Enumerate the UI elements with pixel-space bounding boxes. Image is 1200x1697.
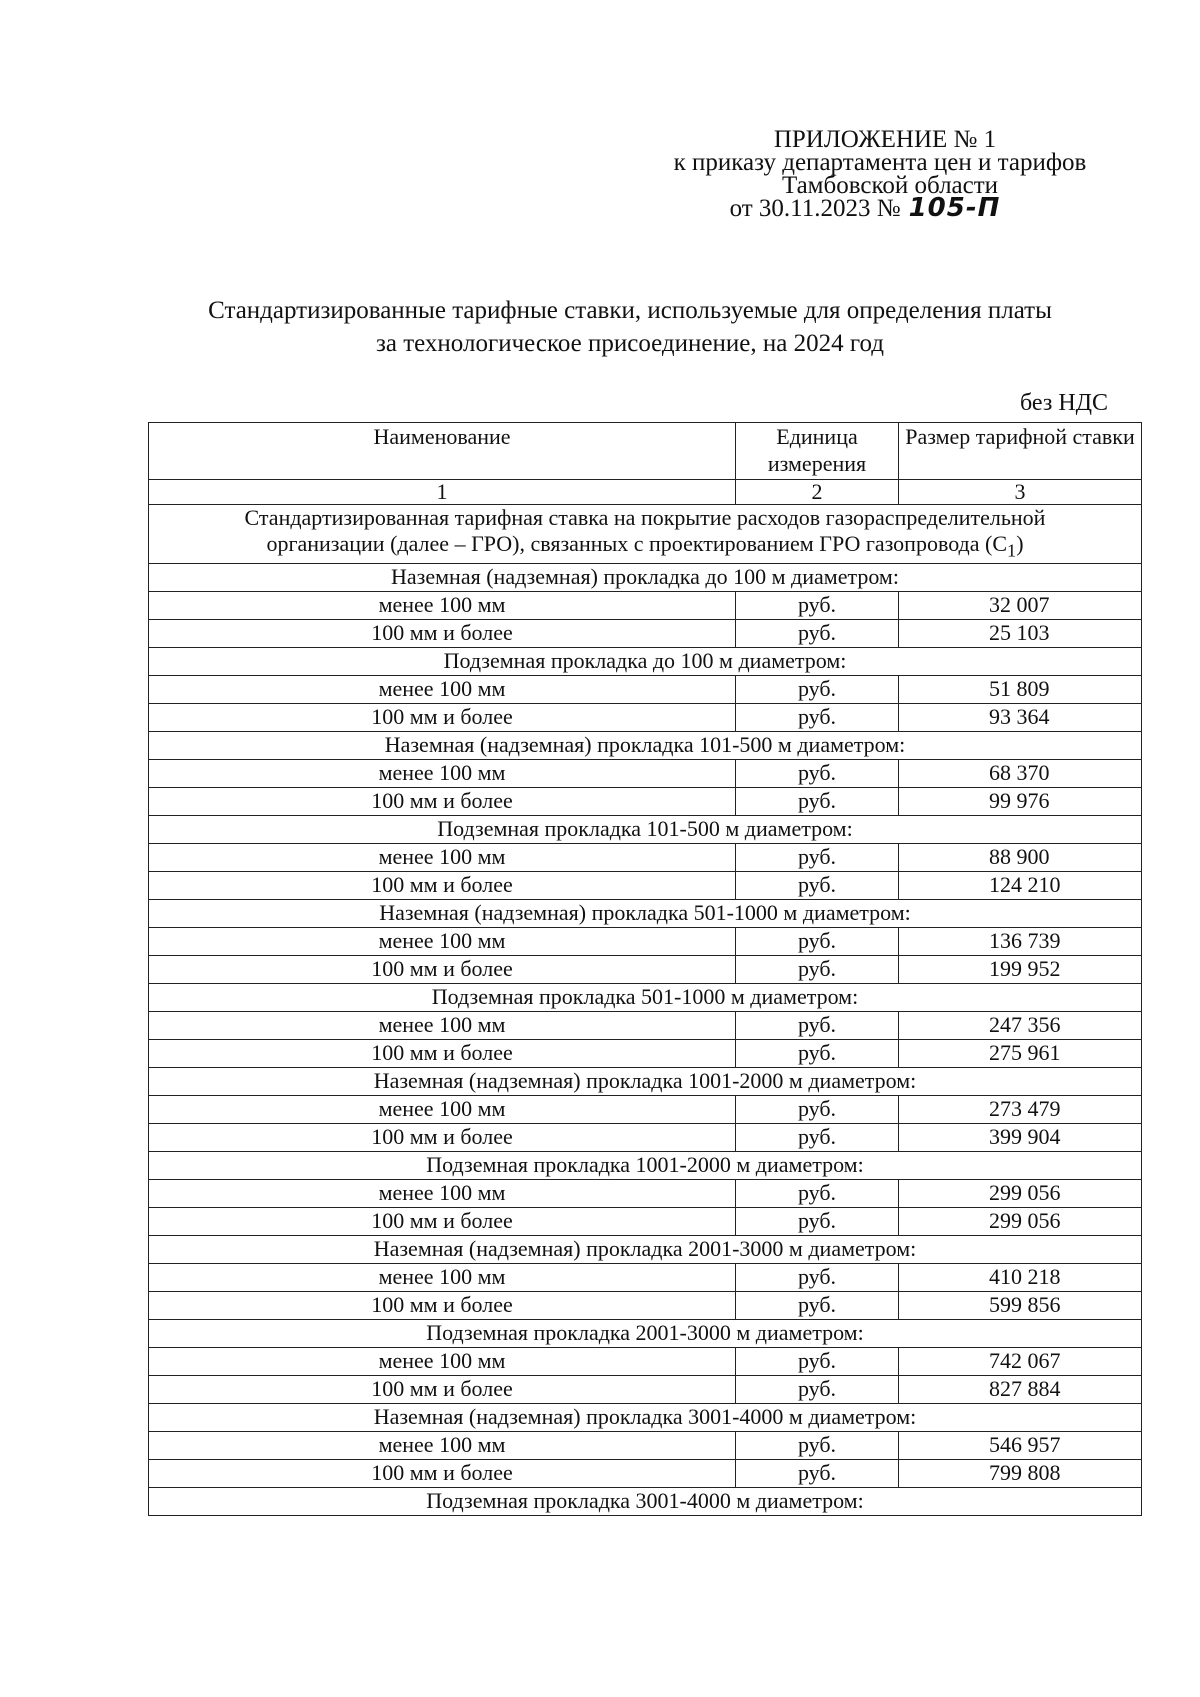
table-row (149, 788, 1142, 816)
unit-cell: руб. (736, 676, 899, 704)
diameter-cell: 100 мм и более (149, 1040, 736, 1068)
group-title: Наземная (надземная) прокладка 3001-4000 м диаметром: (149, 1404, 1142, 1432)
diameter-cell: 100 мм и более (149, 1124, 736, 1152)
group-title: Подземная прокладка до 100 м диаметром: (149, 648, 1142, 676)
group-title-row (149, 1068, 1142, 1096)
section-title-close: ) (1016, 531, 1024, 556)
table-row (149, 844, 1142, 872)
diameter-cell: менее 100 мм (149, 676, 736, 704)
group-title: Подземная прокладка 2001-3000 м диаметром: (149, 1320, 1142, 1348)
unit-cell: руб. (736, 1432, 899, 1460)
diameter-cell: 100 мм и более (149, 1376, 736, 1404)
group-title: Наземная (надземная) прокладка 501-1000 м диаметром: (149, 900, 1142, 928)
diameter-cell: менее 100 мм (149, 1180, 736, 1208)
tariff-table (148, 422, 1142, 1516)
table-header-row (149, 423, 1142, 480)
order-number-handwritten: 105-П (908, 193, 1001, 223)
table-row (149, 1348, 1142, 1376)
diameter-cell: 100 мм и более (149, 872, 736, 900)
group-title-row (149, 564, 1142, 592)
unit-cell: руб. (736, 1376, 899, 1404)
table-row (149, 704, 1142, 732)
rate-value-cell: 93 364 (899, 704, 1142, 732)
group-title: Подземная прокладка 501-1000 м диаметром: (149, 984, 1142, 1012)
column-header-rate: Размер тарифной ставки (899, 423, 1142, 480)
diameter-cell: 100 мм и более (149, 788, 736, 816)
rate-value-cell: 247 356 (899, 1012, 1142, 1040)
group-title: Подземная прокладка 101-500 м диаметром: (149, 816, 1142, 844)
rate-value-cell: 32 007 (899, 592, 1142, 620)
group-title-row (149, 1152, 1142, 1180)
unit-cell: руб. (736, 844, 899, 872)
section-title-line2: организации (далее – ГРО), связанных с проектированием ГРО газопровода (С (266, 531, 1008, 556)
vat-note: без НДС (1020, 390, 1109, 416)
table-row (149, 1376, 1142, 1404)
rate-value-cell: 273 479 (899, 1096, 1142, 1124)
document-title-line2: за технологическое присоединение, на 2024 год (376, 330, 884, 357)
table-row (149, 928, 1142, 956)
rate-value-cell: 88 900 (899, 844, 1142, 872)
diameter-cell: менее 100 мм (149, 592, 736, 620)
table-row (149, 1264, 1142, 1292)
document-title (130, 294, 1130, 360)
order-reference: к приказу департамента цен и тарифов (673, 149, 1087, 176)
rate-value-cell: 136 739 (899, 928, 1142, 956)
unit-cell: руб. (736, 1012, 899, 1040)
table-row (149, 1040, 1142, 1068)
rate-value-cell: 410 218 (899, 1264, 1142, 1292)
table-row (149, 1432, 1142, 1460)
order-date: от 30.11.2023 № (729, 195, 901, 222)
diameter-cell: 100 мм и более (149, 1460, 736, 1488)
table-row (149, 1460, 1142, 1488)
appendix-header (600, 126, 1160, 223)
column-header-name: Наименование (149, 423, 736, 480)
order-region: Тамбовской области (781, 172, 999, 199)
group-title-row (149, 900, 1142, 928)
rate-value-cell: 299 056 (899, 1180, 1142, 1208)
group-title-row (149, 1404, 1142, 1432)
rate-value-cell: 546 957 (899, 1432, 1142, 1460)
rate-value-cell: 399 904 (899, 1124, 1142, 1152)
group-title-row (149, 648, 1142, 676)
rate-value-cell: 25 103 (899, 620, 1142, 648)
diameter-cell: 100 мм и более (149, 620, 736, 648)
group-title-row (149, 816, 1142, 844)
section-title-line1: Стандартизированная тарифная ставка на покрытие расходов газораспределительной (244, 505, 1046, 530)
unit-cell: руб. (736, 956, 899, 984)
group-title: Подземная прокладка 1001-2000 м диаметром: (149, 1152, 1142, 1180)
diameter-cell: менее 100 мм (149, 928, 736, 956)
table-row (149, 760, 1142, 788)
unit-cell: руб. (736, 704, 899, 732)
diameter-cell: менее 100 мм (149, 1348, 736, 1376)
table-row (149, 592, 1142, 620)
rate-value-cell: 742 067 (899, 1348, 1142, 1376)
diameter-cell: менее 100 мм (149, 1264, 736, 1292)
unit-cell: руб. (736, 1208, 899, 1236)
rate-value-cell: 68 370 (899, 760, 1142, 788)
rate-value-cell: 275 961 (899, 1040, 1142, 1068)
diameter-cell: менее 100 мм (149, 1096, 736, 1124)
rate-value-cell: 827 884 (899, 1376, 1142, 1404)
group-title-row (149, 984, 1142, 1012)
table-row (149, 1180, 1142, 1208)
column-number: 1 (149, 480, 736, 505)
diameter-cell: 100 мм и более (149, 1208, 736, 1236)
table-row (149, 872, 1142, 900)
table-row (149, 1012, 1142, 1040)
diameter-cell: менее 100 мм (149, 760, 736, 788)
table-row (149, 676, 1142, 704)
unit-cell: руб. (736, 1264, 899, 1292)
unit-cell: руб. (736, 1180, 899, 1208)
diameter-cell: 100 мм и более (149, 1292, 736, 1320)
rate-value-cell: 199 952 (899, 956, 1142, 984)
group-title: Наземная (надземная) прокладка 101-500 м диаметром: (149, 732, 1142, 760)
rate-value-cell: 299 056 (899, 1208, 1142, 1236)
unit-cell: руб. (736, 760, 899, 788)
rate-value-cell: 124 210 (899, 872, 1142, 900)
unit-cell: руб. (736, 1292, 899, 1320)
document-title-line1: Стандартизированные тарифные ставки, используемые для определения платы (208, 297, 1052, 324)
diameter-cell: менее 100 мм (149, 1432, 736, 1460)
group-title: Наземная (надземная) прокладка до 100 м диаметром: (149, 564, 1142, 592)
group-title: Наземная (надземная) прокладка 2001-3000 м диаметром: (149, 1236, 1142, 1264)
group-title: Наземная (надземная) прокладка 1001-2000 м диаметром: (149, 1068, 1142, 1096)
section-title-row (149, 505, 1142, 564)
rate-value-cell: 99 976 (899, 788, 1142, 816)
table-row (149, 956, 1142, 984)
unit-cell: руб. (736, 592, 899, 620)
diameter-cell: менее 100 мм (149, 1012, 736, 1040)
section-title-subscript: 1 (1007, 540, 1017, 561)
diameter-cell: 100 мм и более (149, 956, 736, 984)
column-number-row (149, 480, 1142, 505)
unit-cell: руб. (736, 788, 899, 816)
group-title-row (149, 1320, 1142, 1348)
section-title (149, 505, 1142, 564)
group-title-row (149, 732, 1142, 760)
unit-cell: руб. (736, 1348, 899, 1376)
order-date-line (570, 193, 1160, 223)
unit-cell: руб. (736, 620, 899, 648)
unit-cell: руб. (736, 1096, 899, 1124)
diameter-cell: менее 100 мм (149, 844, 736, 872)
column-number: 2 (736, 480, 899, 505)
unit-cell: руб. (736, 1460, 899, 1488)
unit-cell: руб. (736, 872, 899, 900)
column-number: 3 (899, 480, 1142, 505)
table-row (149, 1124, 1142, 1152)
rate-value-cell: 599 856 (899, 1292, 1142, 1320)
unit-cell: руб. (736, 1124, 899, 1152)
unit-cell: руб. (736, 928, 899, 956)
rate-value-cell: 799 808 (899, 1460, 1142, 1488)
table-row (149, 1292, 1142, 1320)
group-title-row (149, 1236, 1142, 1264)
unit-cell: руб. (736, 1040, 899, 1068)
group-title: Подземная прокладка 3001-4000 м диаметром: (149, 1488, 1142, 1516)
table-row (149, 620, 1142, 648)
group-title-row (149, 1488, 1142, 1516)
diameter-cell: 100 мм и более (149, 704, 736, 732)
column-header-unit: Единица измерения (736, 423, 899, 480)
table-row (149, 1096, 1142, 1124)
rate-value-cell: 51 809 (899, 676, 1142, 704)
appendix-title: ПРИЛОЖЕНИЕ № 1 (773, 126, 997, 153)
table-row (149, 1208, 1142, 1236)
